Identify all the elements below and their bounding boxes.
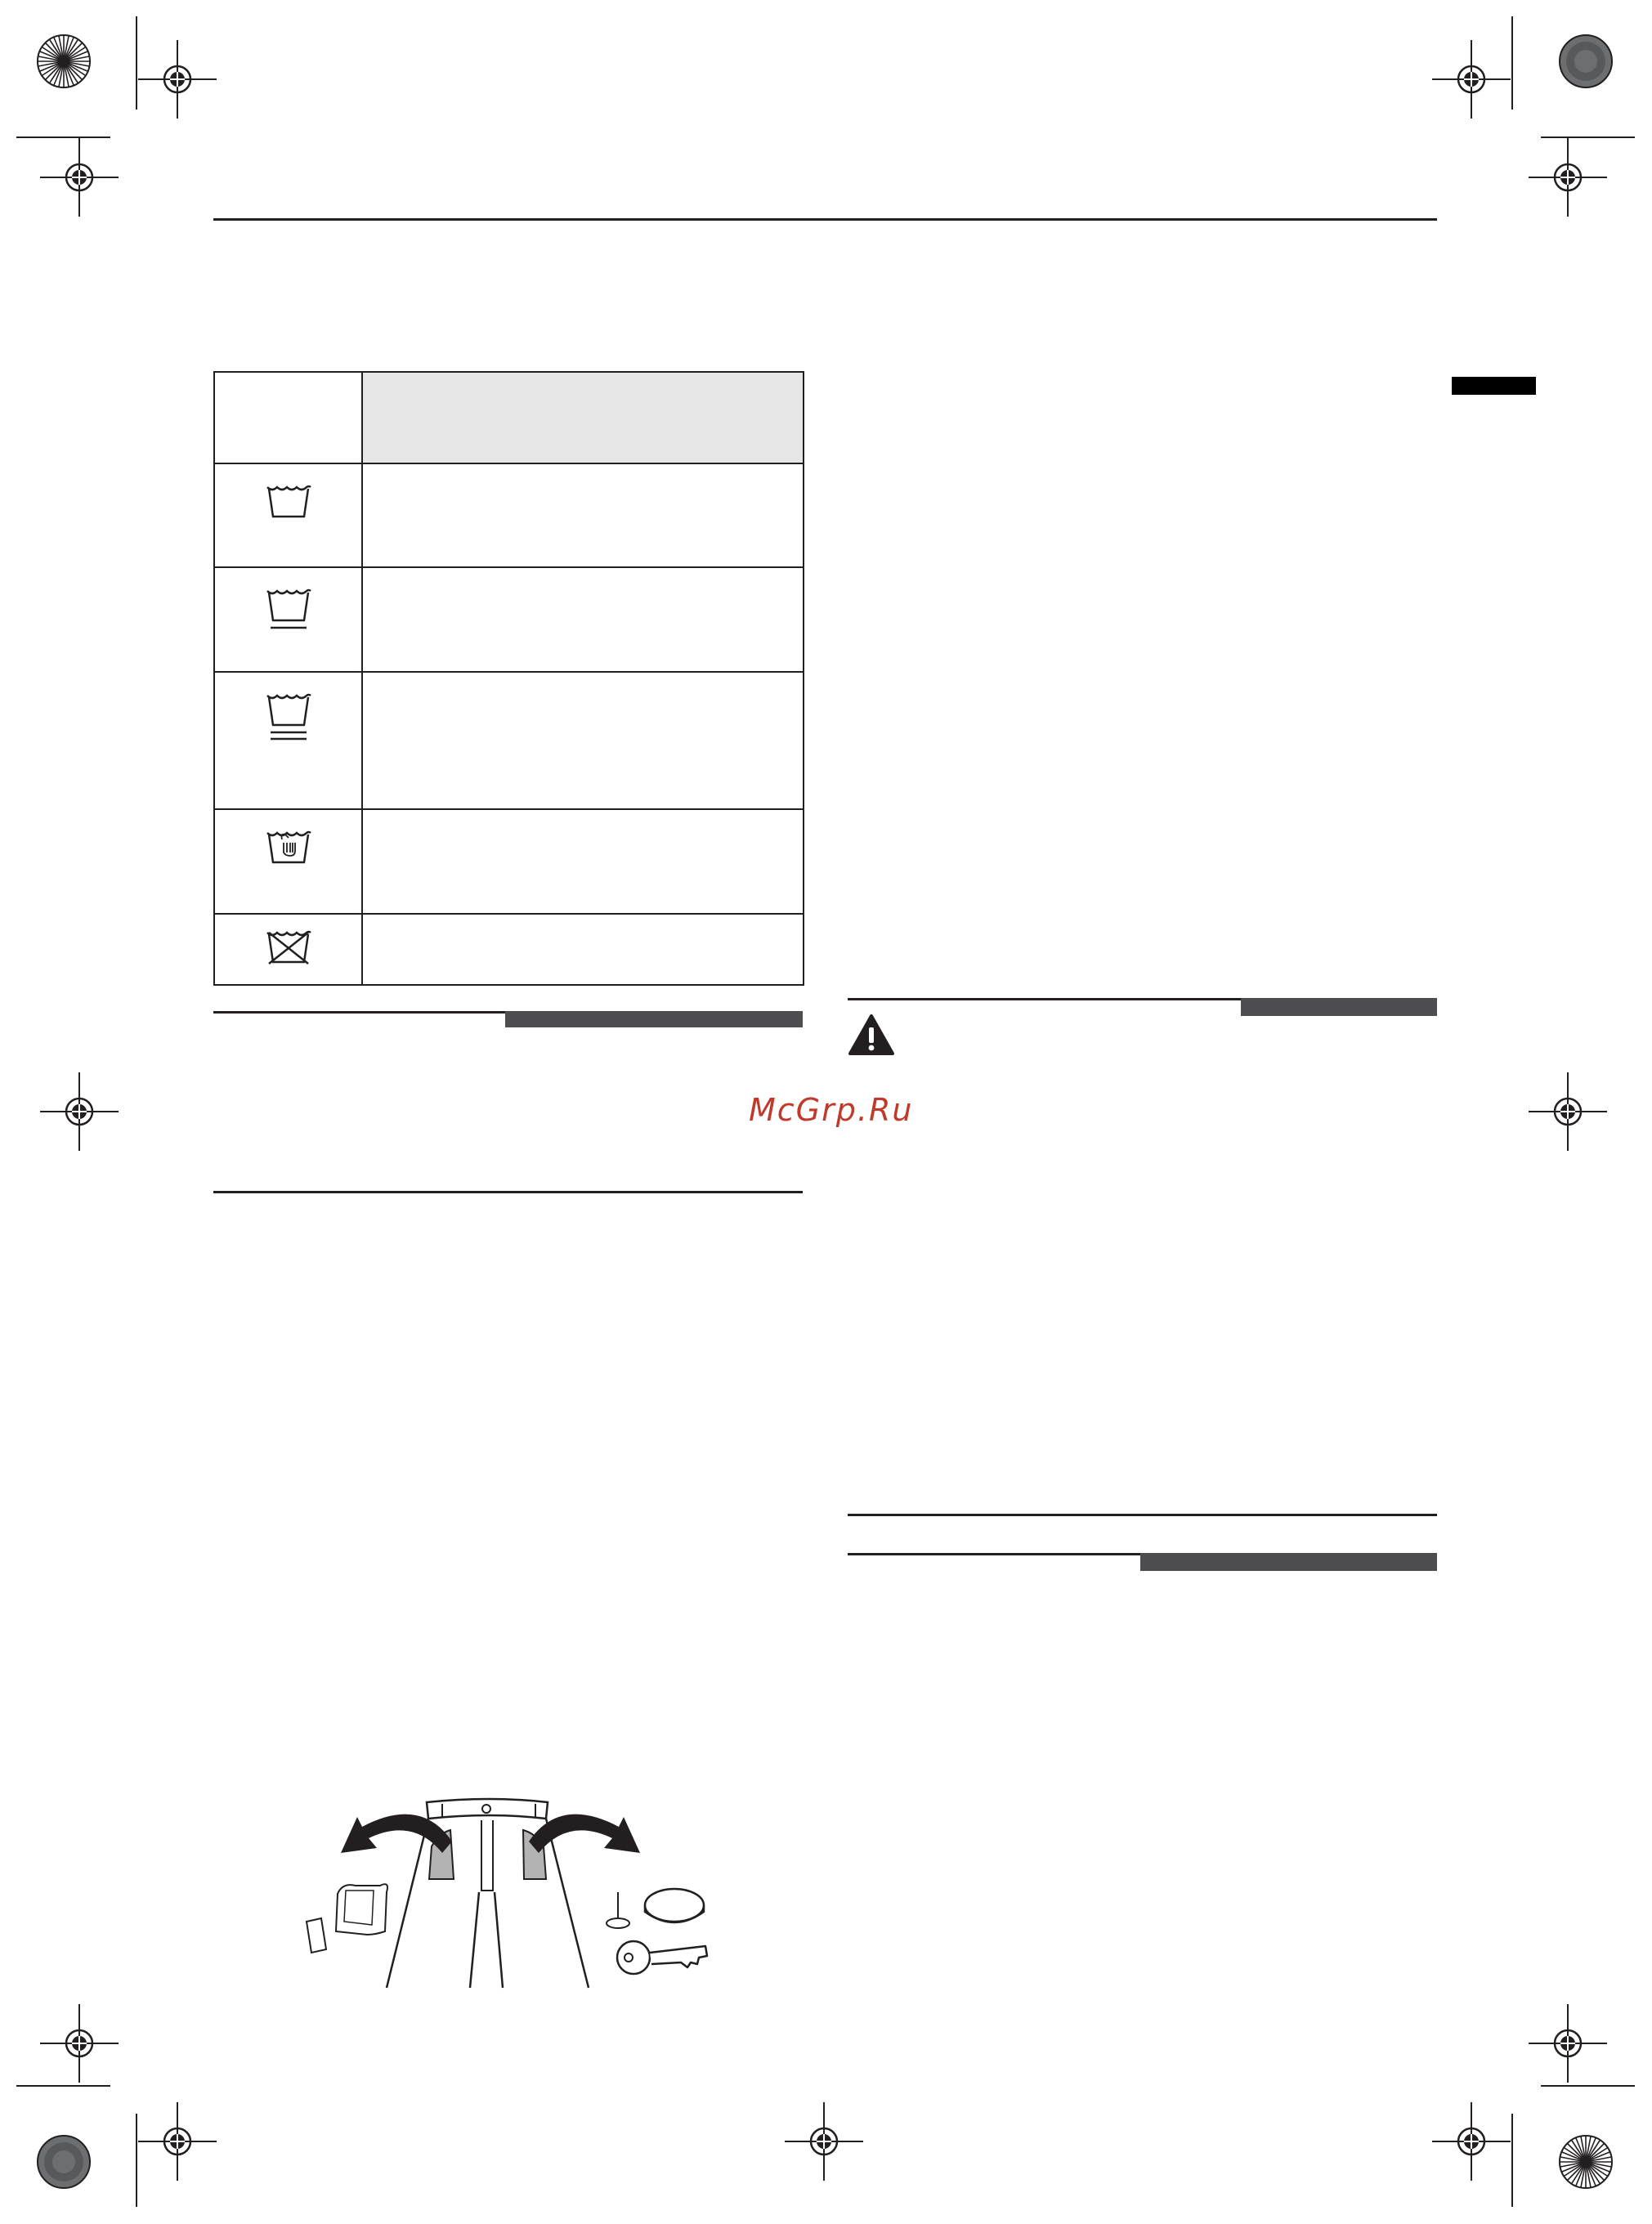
- watermark: McGrp.Ru: [749, 1092, 914, 1128]
- description-cell: [362, 463, 804, 567]
- table-row: [214, 809, 804, 914]
- registration-mark-icon: [1432, 40, 1511, 119]
- description-cell: [362, 567, 804, 672]
- symbol-cell: [214, 672, 362, 809]
- registration-mark-icon: [138, 2102, 217, 2181]
- page-header-rule: [213, 218, 1437, 221]
- section-rule: [848, 1553, 1140, 1555]
- table-row: [214, 567, 804, 672]
- language-tab-marker: [1452, 377, 1536, 395]
- section-heading-bar: [1241, 998, 1437, 1016]
- wash-tub-delicate-icon: [264, 691, 313, 743]
- starburst-target-icon: [1560, 35, 1612, 87]
- hand-wash-icon: [264, 828, 313, 866]
- section-rule: [848, 1514, 1437, 1516]
- wash-tub-permanent-press-icon: [264, 586, 313, 632]
- table-row: [214, 672, 804, 809]
- table-header-row: [214, 372, 804, 463]
- registration-mark-icon: [1529, 138, 1607, 217]
- section-heading-bar: [505, 1011, 803, 1027]
- warning-triangle-icon: [848, 1014, 895, 1056]
- care-symbol-table: [213, 371, 804, 986]
- registration-mark-icon: [785, 2102, 863, 2181]
- section-heading-bar: [1140, 1553, 1437, 1571]
- registration-mark-icon: [1529, 2004, 1607, 2083]
- section-rule: [213, 1011, 505, 1014]
- description-column-header: [362, 372, 804, 463]
- starburst-target-icon: [1560, 2136, 1612, 2188]
- symbol-cell: [214, 809, 362, 914]
- registration-mark-icon: [40, 1072, 119, 1151]
- registration-mark-icon: [40, 2004, 119, 2083]
- symbol-cell: [214, 463, 362, 567]
- empty-pockets-illustration: [298, 1794, 723, 1990]
- section-rule: [213, 1191, 803, 1193]
- description-cell: [362, 672, 804, 809]
- symbol-column-header: [214, 372, 362, 463]
- registration-mark-icon: [40, 138, 119, 217]
- table-row: [214, 914, 804, 985]
- symbol-cell: [214, 567, 362, 672]
- description-cell: [362, 809, 804, 914]
- table-row: [214, 463, 804, 567]
- section-rule: [848, 998, 1241, 1000]
- wash-tub-normal-icon: [264, 482, 313, 520]
- do-not-wash-icon: [264, 928, 313, 965]
- description-cell: [362, 914, 804, 985]
- registration-mark-icon: [1529, 1072, 1607, 1151]
- starburst-target-icon: [38, 35, 90, 87]
- symbol-cell: [214, 914, 362, 985]
- starburst-target-icon: [38, 2136, 90, 2188]
- registration-mark-icon: [138, 40, 217, 119]
- registration-mark-icon: [1432, 2102, 1511, 2181]
